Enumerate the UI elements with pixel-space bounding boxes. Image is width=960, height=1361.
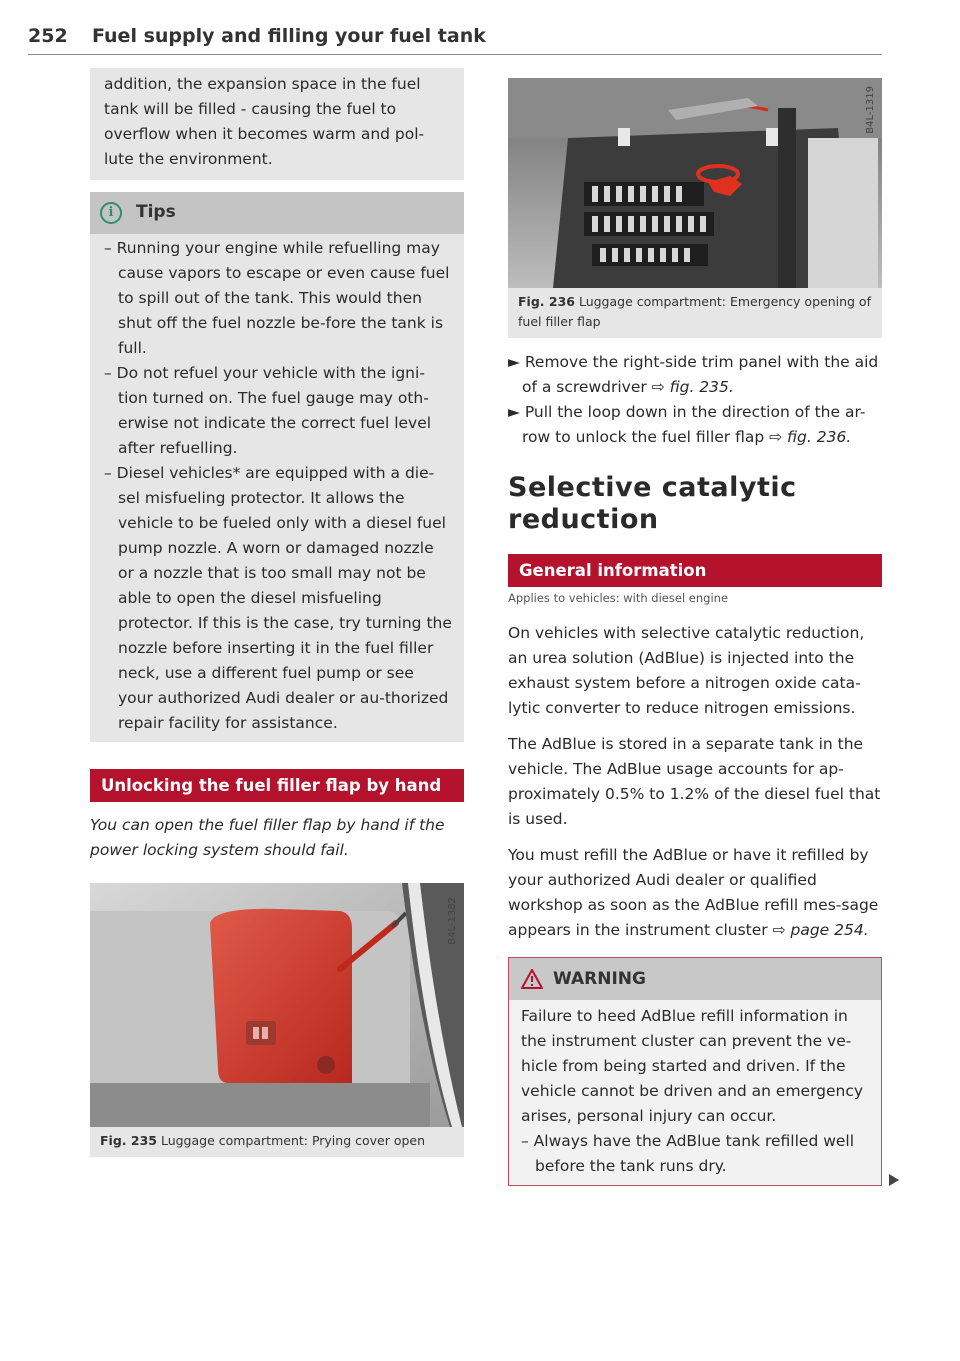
step-text: ► Pull the loop down in the direction of the ar-row to unlock the fuel filler flap xyxy=(508,403,866,446)
warning-box xyxy=(508,957,882,1186)
section-title: Fuel supply and filling your fuel tank xyxy=(92,25,486,47)
figure-236-caption xyxy=(508,288,882,338)
paragraph-text: You must refill the AdBlue or have it refilled by your authorized Audi dealer or qualified workshop as soon as the AdBlue refill mes-sage appears in the instrument cluster xyxy=(508,846,879,939)
general-information-heading: General information xyxy=(508,554,882,587)
page-number: 252 xyxy=(28,25,68,47)
figure-236-illustration xyxy=(508,78,882,288)
tips-label: Tips xyxy=(136,202,176,222)
warning-triangle-icon xyxy=(521,969,543,989)
figure-code: B4L-1382 xyxy=(447,897,458,945)
figure-235 xyxy=(90,883,464,1157)
paragraph xyxy=(508,843,882,943)
step-item xyxy=(508,350,882,400)
fuse-box-emergency-loop-illustration xyxy=(508,78,882,288)
warning-header xyxy=(509,958,881,1000)
figure-label: Fig. 236 xyxy=(518,294,575,309)
luggage-compartment-cover-illustration xyxy=(90,883,464,1127)
left-column xyxy=(90,68,464,1157)
warning-body xyxy=(509,1000,881,1185)
figure-code: B4L-1319 xyxy=(865,86,876,134)
applies-to-note: Applies to vehicles: with diesel engine xyxy=(508,591,729,605)
paragraph: On vehicles with selective catalytic reduction, an urea solution (AdBlue) is injected into the exhaust system before a nitrogen oxide cata-lytic converter to reduce nitrogen emissions. xyxy=(508,624,865,717)
paragraph: The AdBlue is stored in a separate tank in the vehicle. The AdBlue usage accounts for ap-proximately 0.5% to 1.2% of the diesel fuel that is used. xyxy=(508,735,881,828)
tip-item: – Do not refuel your vehicle with the igni-tion turned on. The fuel gauge may oth-erwise not indicate the correct fuel level after refuelling. xyxy=(104,364,432,457)
figure-236 xyxy=(508,78,882,338)
figure-235-illustration xyxy=(90,883,464,1127)
page-reference-link[interactable]: ⇨ page 254. xyxy=(772,921,869,939)
tips-header xyxy=(90,192,464,234)
scr-heading: Selective catalytic reduction xyxy=(508,472,797,535)
step-item xyxy=(508,400,882,450)
continue-arrow-icon xyxy=(889,1174,899,1186)
step-text: ► Remove the right-side trim panel with the aid of a screwdriver xyxy=(508,353,879,396)
warning-text: Failure to heed AdBlue refill information in the instrument cluster can prevent the ve-hicle from being started and driven. If the vehicle cannot be driven and an emergency arises, personal injury can occur. xyxy=(521,1007,864,1125)
unlock-intro: You can open the fuel filler flap by hand if the power locking system should fail. xyxy=(90,816,445,859)
info-icon: i xyxy=(100,202,122,224)
warning-label: WARNING xyxy=(553,969,646,989)
figure-reference-link[interactable]: ⇨ fig. 236. xyxy=(769,428,852,446)
page-header xyxy=(28,20,882,55)
figure-caption-text: Luggage compartment: Emergency opening of fuel filler flap xyxy=(518,294,871,329)
tips-body xyxy=(90,234,464,742)
tip-item: – Running your engine while refuelling may cause vapors to escape or even cause fuel to spill out of the tank. This would then shut off the fuel nozzle be-fore the tank is full. xyxy=(104,239,450,357)
steps-list xyxy=(508,350,882,450)
right-column xyxy=(508,74,882,1186)
continued-notice-box: addition, the expansion space in the fuel tank will be filled - causing the fuel to overflow when it becomes warm and pol-lute the environment. xyxy=(90,68,464,180)
figure-235-caption xyxy=(90,1127,464,1157)
tip-item: – Diesel vehicles* are equipped with a die-sel misfueling protector. It allows the vehicle to be fueled only with a diesel fuel pump nozzle. A worn or damaged nozzle or a nozzle that is too small may not be able to open the diesel misfueling protector. If this is the case, try turning the nozzle before inserting it in the fuel filler neck, use a different fuel pump or see your authorized Audi dealer or au-thorized repair facility for assistance. xyxy=(104,464,452,732)
unlock-section-heading: Unlocking the fuel filler flap by hand xyxy=(90,769,464,802)
warning-list-item: – Always have the AdBlue tank refilled well before the tank runs dry. xyxy=(521,1132,855,1175)
figure-reference-link[interactable]: ⇨ fig. 235. xyxy=(651,378,734,396)
figure-caption-text: Luggage compartment: Prying cover open xyxy=(160,1133,426,1148)
figure-label: Fig. 235 xyxy=(100,1133,157,1148)
